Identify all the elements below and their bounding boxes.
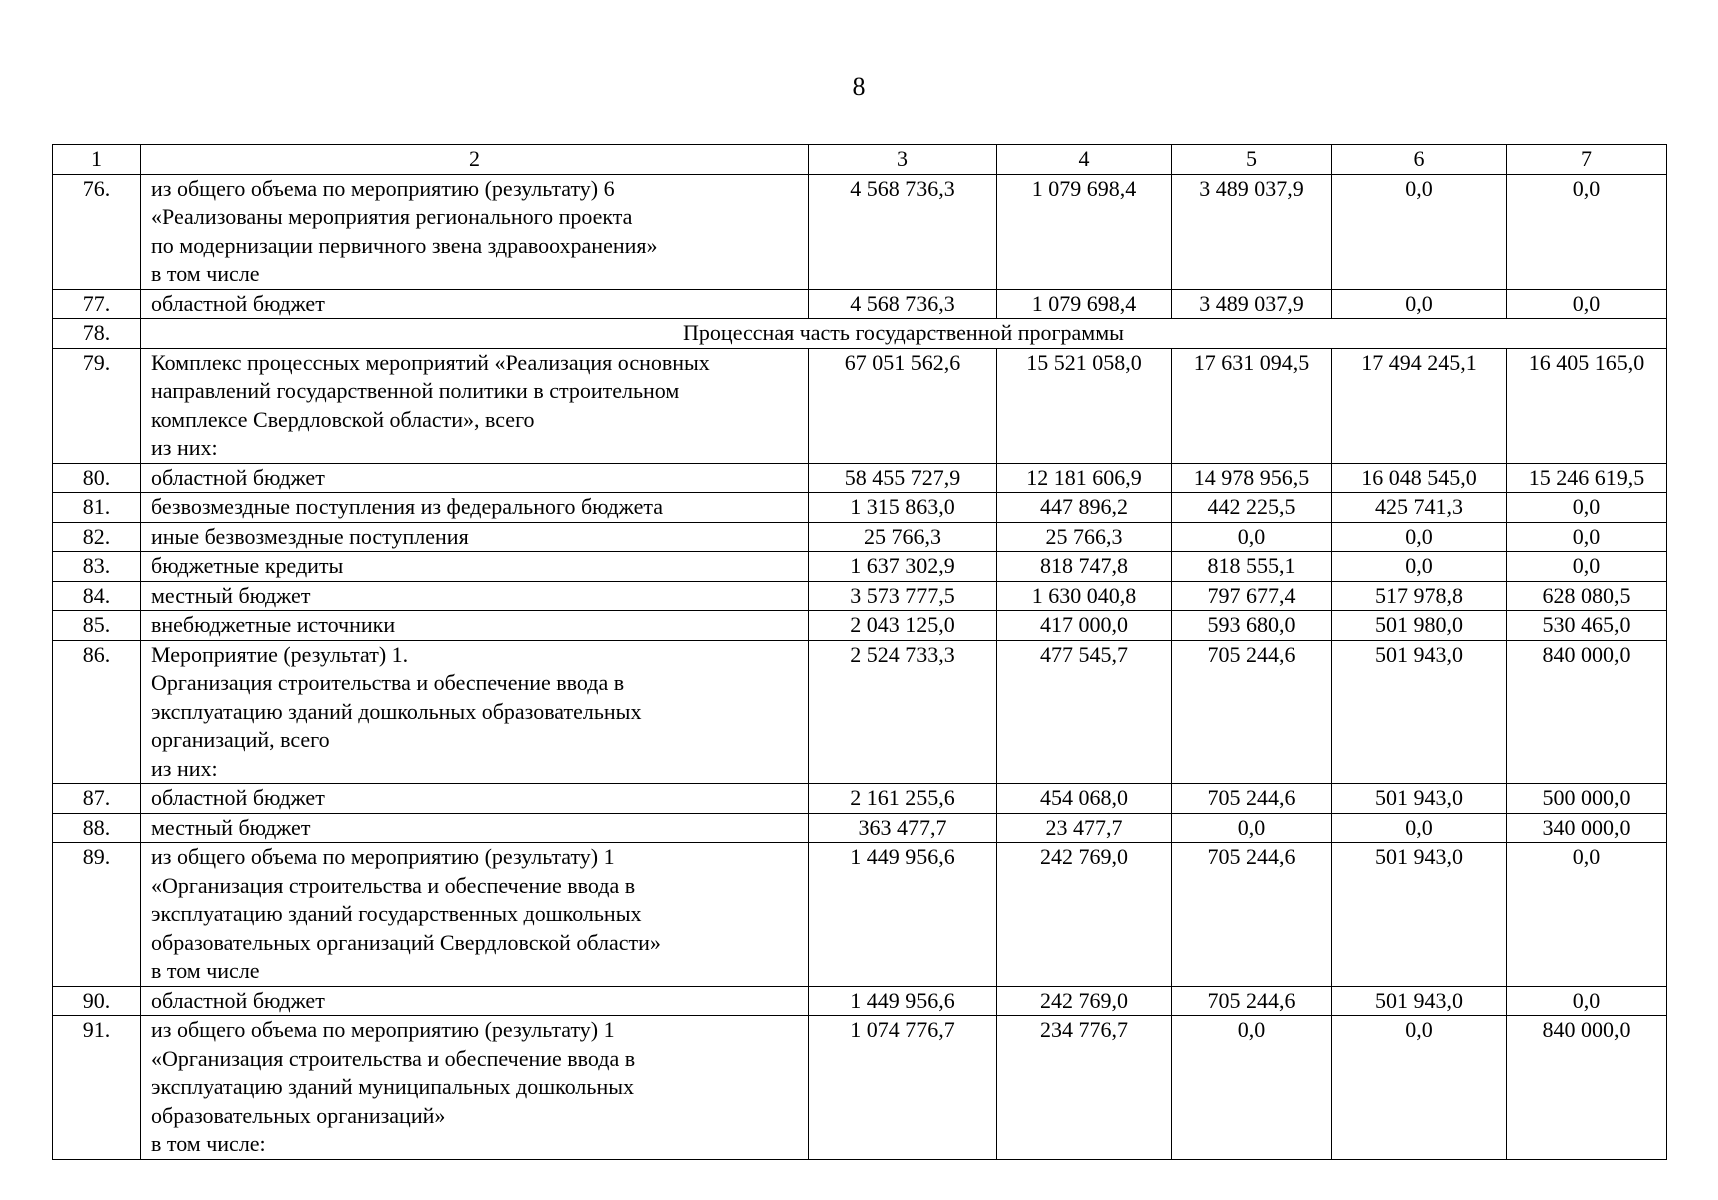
page-number: 8: [852, 72, 866, 101]
value-cell-col4: 242 769,0: [997, 986, 1172, 1016]
description-line: эксплуатацию зданий муниципальных дошкольных: [151, 1074, 635, 1099]
budget-table: [52, 144, 1667, 1160]
value-cell-col5: 705 244,6: [1172, 784, 1332, 814]
description-line: «Реализованы мероприятия регионального проекта: [151, 204, 633, 229]
description-line: в том числе: [151, 958, 260, 983]
value-cell-col6: 0,0: [1332, 552, 1507, 582]
value-cell-col7: 530 465,0: [1507, 611, 1667, 641]
row-number-cell: 86.: [53, 640, 141, 784]
table-row: [53, 289, 1667, 319]
row-number-cell: 88.: [53, 813, 141, 843]
section-title-cell: Процессная часть государственной программы: [141, 319, 1667, 349]
table-row: [53, 640, 1667, 784]
value-cell-col3: 2 524 733,3: [809, 640, 997, 784]
description-line: комплексе Свердловской области», всего: [151, 406, 535, 432]
value-cell-col3: 1 637 302,9: [809, 552, 997, 582]
value-cell-col4: 477 545,7: [997, 640, 1172, 784]
value-cell-col6: 501 943,0: [1332, 986, 1507, 1016]
description-cell: [141, 552, 809, 582]
description-line: направлений государственной политики в строительном: [151, 378, 680, 403]
row-number-cell: 84.: [53, 581, 141, 611]
description-line: по модернизации первичного звена здравоохранения»: [151, 232, 658, 258]
value-cell-col5: 17 631 094,5: [1172, 348, 1332, 463]
value-cell-col3: 4 568 736,3: [809, 289, 997, 319]
description-cell: [141, 611, 809, 641]
value-cell-col3: 67 051 562,6: [809, 348, 997, 463]
description-cell: [141, 289, 809, 319]
value-cell-col6: 517 978,8: [1332, 581, 1507, 611]
value-cell-col7: 0,0: [1507, 522, 1667, 552]
description-line: местный бюджет: [151, 582, 311, 608]
value-cell-col3: 363 477,7: [809, 813, 997, 843]
value-cell-col5: 0,0: [1172, 813, 1332, 843]
value-cell-col4: 234 776,7: [997, 1016, 1172, 1160]
row-number-cell: 83.: [53, 552, 141, 582]
value-cell-col5: 705 244,6: [1172, 640, 1332, 784]
row-number-cell: 77.: [53, 289, 141, 319]
row-number-cell: 81.: [53, 493, 141, 523]
description-line: «Организация строительства и обеспечение ввода в: [151, 1045, 636, 1071]
value-cell-col7: 0,0: [1507, 843, 1667, 987]
value-cell-col3: 1 449 956,6: [809, 986, 997, 1016]
value-cell-col4: 242 769,0: [997, 843, 1172, 987]
table-row: [53, 522, 1667, 552]
description-cell: [141, 463, 809, 493]
value-cell-col6: 0,0: [1332, 1016, 1507, 1160]
value-cell-col4: 25 766,3: [997, 522, 1172, 552]
value-cell-col7: 0,0: [1507, 289, 1667, 319]
description-cell: [141, 843, 809, 987]
table-row: [53, 463, 1667, 493]
value-cell-col6: 17 494 245,1: [1332, 348, 1507, 463]
description-line: из общего объема по мероприятию (результату) 1: [151, 844, 615, 869]
description-line: образовательных организаций Свердловской области»: [151, 929, 661, 955]
value-cell-col3: 1 315 863,0: [809, 493, 997, 523]
description-line: бюджетные кредиты: [151, 553, 344, 578]
description-line: эксплуатацию зданий государственных дошкольных: [151, 901, 642, 926]
value-cell-col7: 840 000,0: [1507, 640, 1667, 784]
value-cell-col3: 58 455 727,9: [809, 463, 997, 493]
description-cell: [141, 348, 809, 463]
description-line: Комплекс процессных мероприятий «Реализация основных: [151, 349, 710, 375]
value-cell-col6: 501 943,0: [1332, 784, 1507, 814]
value-cell-col6: 0,0: [1332, 289, 1507, 319]
table-row: [53, 348, 1667, 463]
value-cell-col7: 340 000,0: [1507, 813, 1667, 843]
column-header-6: 6: [1332, 145, 1507, 175]
description-cell: [141, 1016, 809, 1160]
description-cell: [141, 813, 809, 843]
value-cell-col6: 501 943,0: [1332, 843, 1507, 987]
table-row: [53, 813, 1667, 843]
value-cell-col3: 25 766,3: [809, 522, 997, 552]
description-line: Организация строительства и обеспечение ввода в: [151, 670, 625, 695]
description-line: областной бюджет: [151, 785, 325, 810]
value-cell-col5: 442 225,5: [1172, 493, 1332, 523]
column-header-1: 1: [53, 145, 141, 175]
value-cell-col5: 14 978 956,5: [1172, 463, 1332, 493]
table-row: [53, 843, 1667, 987]
value-cell-col3: 3 573 777,5: [809, 581, 997, 611]
table-row: [53, 493, 1667, 523]
value-cell-col6: 501 943,0: [1332, 640, 1507, 784]
description-cell: [141, 581, 809, 611]
row-number-cell: 78.: [53, 319, 141, 349]
value-cell-col4: 15 521 058,0: [997, 348, 1172, 463]
value-cell-col4: 1 079 698,4: [997, 289, 1172, 319]
description-line: в том числе:: [151, 1131, 266, 1156]
description-line: внебюджетные источники: [151, 612, 396, 637]
value-cell-col6: 0,0: [1332, 813, 1507, 843]
table-header-row: [53, 145, 1667, 175]
description-line: безвозмездные поступления из федерального бюджета: [151, 494, 663, 519]
value-cell-col7: 628 080,5: [1507, 581, 1667, 611]
value-cell-col6: 0,0: [1332, 174, 1507, 289]
table-row: [53, 784, 1667, 814]
value-cell-col5: 3 489 037,9: [1172, 289, 1332, 319]
description-cell: [141, 640, 809, 784]
value-cell-col7: 500 000,0: [1507, 784, 1667, 814]
value-cell-col3: 4 568 736,3: [809, 174, 997, 289]
description-line: образовательных организаций»: [151, 1102, 446, 1128]
value-cell-col5: 3 489 037,9: [1172, 174, 1332, 289]
value-cell-col6: 16 048 545,0: [1332, 463, 1507, 493]
value-cell-col3: 2 161 255,6: [809, 784, 997, 814]
value-cell-col5: 705 244,6: [1172, 843, 1332, 987]
value-cell-col7: 0,0: [1507, 552, 1667, 582]
value-cell-col7: 15 246 619,5: [1507, 463, 1667, 493]
column-header-2: 2: [141, 145, 809, 175]
description-cell: [141, 986, 809, 1016]
description-cell: [141, 784, 809, 814]
table-row: [53, 174, 1667, 289]
value-cell-col6: 425 741,3: [1332, 493, 1507, 523]
table-body: [53, 145, 1667, 1160]
table-row: [53, 1016, 1667, 1160]
description-line: из них:: [151, 435, 218, 460]
row-number-cell: 76.: [53, 174, 141, 289]
value-cell-col7: 16 405 165,0: [1507, 348, 1667, 463]
value-cell-col4: 1 630 040,8: [997, 581, 1172, 611]
table-row: [53, 611, 1667, 641]
description-line: областной бюджет: [151, 987, 325, 1013]
row-number-cell: 79.: [53, 348, 141, 463]
value-cell-col5: 0,0: [1172, 1016, 1332, 1160]
description-line: эксплуатацию зданий дошкольных образовательных: [151, 698, 642, 724]
row-number-cell: 91.: [53, 1016, 141, 1160]
row-number-cell: 87.: [53, 784, 141, 814]
description-line: «Организация строительства и обеспечение ввода в: [151, 872, 636, 898]
value-cell-col7: 840 000,0: [1507, 1016, 1667, 1160]
value-cell-col3: 1 074 776,7: [809, 1016, 997, 1160]
value-cell-col7: 0,0: [1507, 174, 1667, 289]
description-line: Мероприятие (результат) 1.: [151, 641, 409, 667]
row-number-cell: 89.: [53, 843, 141, 987]
column-header-3: 3: [809, 145, 997, 175]
description-line: областной бюджет: [151, 464, 325, 490]
description-line: местный бюджет: [151, 814, 311, 840]
row-number-cell: 85.: [53, 611, 141, 641]
description-line: из них:: [151, 755, 218, 781]
value-cell-col4: 417 000,0: [997, 611, 1172, 641]
value-cell-col5: 705 244,6: [1172, 986, 1332, 1016]
value-cell-col4: 454 068,0: [997, 784, 1172, 814]
description-line: областной бюджет: [151, 290, 325, 316]
value-cell-col5: 593 680,0: [1172, 611, 1332, 641]
value-cell-col4: 12 181 606,9: [997, 463, 1172, 493]
table-row: [53, 552, 1667, 582]
description-line: в том числе: [151, 261, 260, 286]
value-cell-col7: 0,0: [1507, 493, 1667, 523]
column-header-7: 7: [1507, 145, 1667, 175]
row-number-cell: 90.: [53, 986, 141, 1016]
column-header-4: 4: [997, 145, 1172, 175]
table-row: [53, 581, 1667, 611]
description-line: иные безвозмездные поступления: [151, 523, 469, 549]
description-line: организаций, всего: [151, 727, 330, 752]
description-cell: [141, 522, 809, 552]
row-number-cell: 80.: [53, 463, 141, 493]
table-row: [53, 986, 1667, 1016]
value-cell-col3: 2 043 125,0: [809, 611, 997, 641]
section-row: [53, 319, 1667, 349]
value-cell-col5: 0,0: [1172, 522, 1332, 552]
description-line: из общего объема по мероприятию (результату) 1: [151, 1017, 615, 1042]
value-cell-col5: 818 555,1: [1172, 552, 1332, 582]
value-cell-col7: 0,0: [1507, 986, 1667, 1016]
value-cell-col4: 447 896,2: [997, 493, 1172, 523]
value-cell-col6: 0,0: [1332, 522, 1507, 552]
description-cell: [141, 174, 809, 289]
value-cell-col5: 797 677,4: [1172, 581, 1332, 611]
column-header-5: 5: [1172, 145, 1332, 175]
value-cell-col3: 1 449 956,6: [809, 843, 997, 987]
description-line: из общего объема по мероприятию (результату) 6: [151, 175, 615, 201]
value-cell-col6: 501 980,0: [1332, 611, 1507, 641]
value-cell-col4: 1 079 698,4: [997, 174, 1172, 289]
value-cell-col4: 818 747,8: [997, 552, 1172, 582]
value-cell-col4: 23 477,7: [997, 813, 1172, 843]
row-number-cell: 82.: [53, 522, 141, 552]
description-cell: [141, 493, 809, 523]
